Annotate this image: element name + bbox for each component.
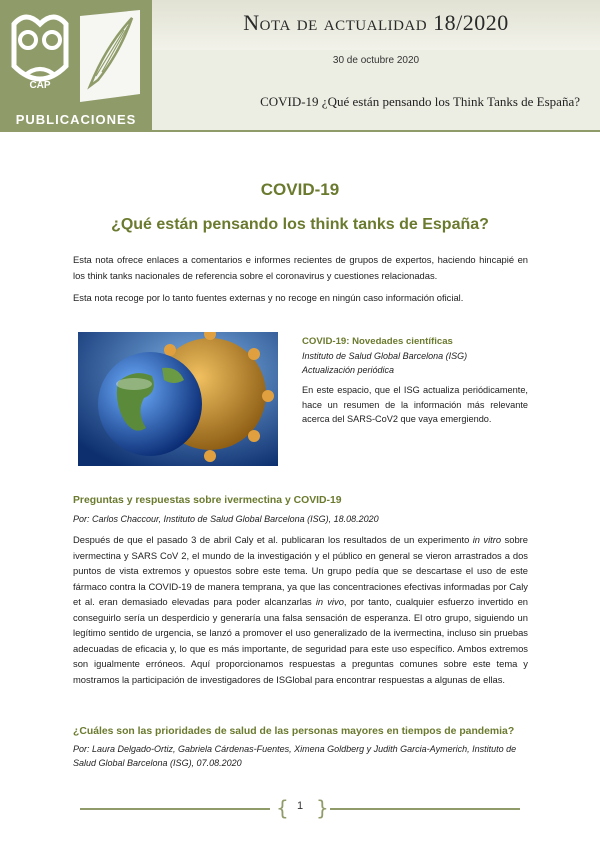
footer-divider-right [330,808,520,810]
nota-date: 30 de octubre 2020 [332,55,420,66]
article-1-byline: Por: Carlos Chaccour, Instituto de Salud Global Barcelona (ISG), 18.08.2020 [73,514,379,524]
article-1-body-c: , por tanto, cualquier esfuerzo invertido en conseguirlo sería un desperdicio y generaría una falsa sensación de esperanza. El otro grupo, siguiendo un legítimo sentido de urgencia, se lanzó a promover el uso generalizado de la ivermectina, incluso sin pruebas adecuadas de eficacia y, lo que es más importante, de seguridad para este uso específico. Ambos extremos son igualmente erróneos. Aquí proporcionamos respuestas a preguntas comunes sobre este tema y mostramos la participación de investigadores de ISGlobal para encontrar respuestas a algunas de ellas. [73,596,529,685]
intro-paragraph-2: Esta nota recoge por lo tanto fuentes externas y no recoge en ningún caso información oficial. [73,292,464,303]
nota-subject: COVID-19 ¿Qué están pensando los Think Tanks de España? [260,94,580,109]
logo-badge: CAP [29,80,51,91]
publisher-logo[interactable] [0,0,152,132]
nota-title: Nota de actualidad 18/2020 [243,10,509,35]
article-1-in-vitro: in vitro [472,534,502,545]
virus-globe-icon [78,332,278,466]
article-2-title[interactable]: ¿Cuáles son las prioridades de salud de las personas mayores en tiempos de pandemia? [73,726,515,737]
footer-brace-left: { [276,796,289,820]
feature-body: En este espacio, que el ISG actualiza periódicamente, hace un resumen de la información más relevante acerca del SARS-CoV2 que vaya emergiendo. [302,385,528,424]
article-1-body [73,532,528,687]
footer-brace-right: } [316,796,329,820]
feature-frequency: Actualización periódica [302,365,395,375]
logo-text: PUBLICACIONES [15,112,137,127]
logo-icon [6,6,146,110]
article-1-body-a: Después de que el pasado 3 de abril Caly et al. publicaran los resultados de un experimento [73,534,473,545]
feature-title[interactable]: COVID-19: Novedades científicas [302,336,453,347]
covid-globe-image[interactable] [78,332,278,466]
header [0,0,600,132]
header-panel [152,0,600,132]
intro-paragraph-1: Esta nota ofrece enlaces a comentarios e informes recientes de grupos de expertos, haciendo hincapié en los think tanks nacionales de referencia sobre el coronavirus y cuestiones relacionadas. [73,254,528,281]
article-1-title[interactable]: Preguntas y respuestas sobre ivermectina y COVID-19 [73,495,342,506]
page-subtitle: ¿Qué están pensando los think tanks de España? [111,216,489,233]
article-1-body-b: sobre ivermectina y SARS CoV 2, el mundo de la investigación y el público en general se vieron arrastrados a dos puntos de vista extremos y opuestos sobre este tema. Un grupo pedía que se descartase el uso de este fármaco contra la COVID-19 de manera temprana, ya que las concentraciones efectivas informadas por Caly et al. eran demasiado elevadas para poder alcanzarlas [73,534,528,607]
page-title: COVID-19 [260,180,340,199]
feature-box [302,336,528,427]
feature-source: Instituto de Salud Global Barcelona (ISG) [302,351,468,361]
page-footer [80,798,520,820]
article-2-byline: Por: Laura Delgado-Ortiz, Gabriela Cárdenas-Fuentes, Ximena Goldberg y Judith Garcia-Aymerich, Instituto de Salud Global Barcelona (ISG), 07.08.2020 [73,744,517,768]
article-1-in-vivo: in vivo [315,596,344,607]
page-number: 1 [296,800,304,812]
footer-divider-left [80,808,270,810]
